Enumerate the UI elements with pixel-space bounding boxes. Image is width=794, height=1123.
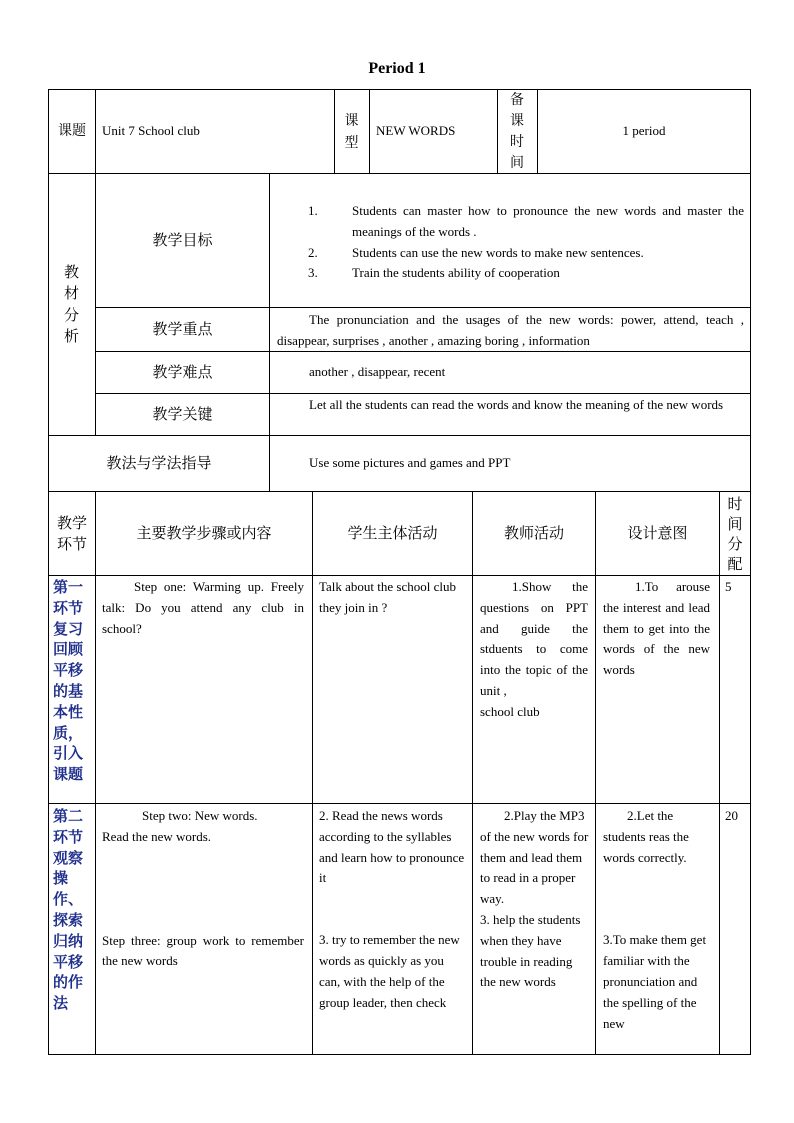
goal-item — [302, 243, 744, 264]
goals-list — [302, 201, 744, 284]
student-2-para: 3. try to remember the new words as quickly as you can, with the help of the group leader, then check — [319, 932, 460, 1010]
teacher-1 — [480, 577, 588, 723]
steps-2-para: Read the new words. — [102, 828, 212, 844]
table-rule — [595, 491, 596, 1055]
stage-1: 第一环节复习回顾平移的基本性质，引入课题 — [53, 578, 84, 784]
student-2-para: 2. Read the news words according to the syllables and learn how to pronounce it — [319, 808, 465, 886]
student-1: Talk about the school club they join in ? — [319, 579, 457, 615]
intent-2-para: 2.Let the students reas the words correctly. — [603, 808, 689, 865]
label-type: 课型 — [344, 112, 359, 151]
col-stage: 教学环节 — [56, 513, 87, 553]
table-rule — [48, 1054, 751, 1055]
stage-2: 第二环节观察操作、探索归纳平移的作法 — [53, 807, 84, 1013]
key-points: The pronunciation and the usages of the new words: power, attend, teach , disappear, surprises , another , amazing boring , information — [277, 312, 744, 348]
col-intent: 设计意图 — [627, 524, 688, 543]
table-rule — [719, 491, 720, 1055]
goals-ol — [302, 201, 744, 284]
col-teacher: 教师活动 — [503, 524, 564, 543]
label-difficult: 教学难点 — [152, 363, 213, 382]
goal-item — [302, 263, 744, 284]
page-title: Period 1 — [368, 60, 426, 77]
minutes-2: 20 — [725, 808, 738, 823]
minutes-1: 5 — [725, 579, 732, 594]
crux-points: Let all the students can read the words and know the meaning of the new words — [309, 397, 724, 412]
goal-text: Students can master how to pronounce the new words and master the meanings of the words . — [352, 203, 744, 239]
steps-2-para: Step two: New words. — [142, 808, 258, 823]
col-minutes: 时间分配 — [727, 494, 743, 573]
col-student: 学生主体活动 — [347, 524, 438, 543]
student-2 — [319, 806, 467, 1013]
teacher-2-para: 3. help the students when they have trouble in reading the new words — [480, 911, 581, 990]
teacher-1-para: 1.Show the questions on PPT and guide the stduents to come into the topic of the unit , — [480, 579, 588, 698]
label-key: 教学重点 — [152, 320, 213, 339]
goal-text: Train the students ability of cooperation — [352, 265, 560, 281]
label-goals: 教学目标 — [152, 231, 213, 250]
goal-text: Students can use the new words to make new sentences. — [352, 244, 644, 260]
label-method: 教法与学法指导 — [106, 454, 212, 473]
type-value: NEW WORDS — [376, 123, 456, 139]
label-topic: 课题 — [58, 123, 86, 140]
label-time: 备课时间 — [510, 91, 524, 171]
table-rule — [95, 89, 96, 173]
table-rule — [312, 491, 313, 1055]
teacher-1-para: school club — [480, 703, 540, 719]
label-crux: 教学关键 — [152, 405, 213, 424]
time-value: 1 period — [622, 123, 666, 139]
steps-1: Step one: Warming up. Freely talk: Do you attend any club in school? — [102, 579, 304, 636]
topic-value: Unit 7 School club — [102, 123, 200, 139]
table-rule — [750, 89, 751, 1055]
table-rule — [48, 575, 751, 576]
steps-2-para: Step three: group work to remember the new words — [102, 932, 304, 969]
table-rule — [48, 803, 751, 804]
col-steps: 主要教学步骤或内容 — [136, 524, 272, 543]
goal-number: 2. — [308, 244, 318, 260]
table-rule — [472, 491, 473, 1055]
difficult-points: another , disappear, recent — [309, 364, 446, 380]
goal-number: 3. — [308, 265, 318, 281]
teacher-2-para: 2.Play the MP3 of the new words for them and lead them to read in a proper way. — [480, 808, 589, 907]
goal-number: 1. — [308, 203, 318, 218]
intent-1: 1.To arouse the interest and lead them to get into the words of the new words — [603, 579, 710, 678]
teacher-2 — [480, 806, 590, 993]
goal-item — [302, 201, 744, 243]
intent-2 — [603, 806, 713, 1034]
intent-2-para: 3.To make them get familiar with the pronunciation and the spelling of the new — [603, 932, 707, 1031]
table-rule — [269, 173, 270, 491]
table-rule — [369, 89, 370, 173]
method-text: Use some pictures and games and PPT — [309, 455, 511, 471]
steps-2 — [102, 806, 304, 972]
label-analysis: 教材分析 — [64, 262, 80, 345]
table-rule — [269, 307, 751, 308]
